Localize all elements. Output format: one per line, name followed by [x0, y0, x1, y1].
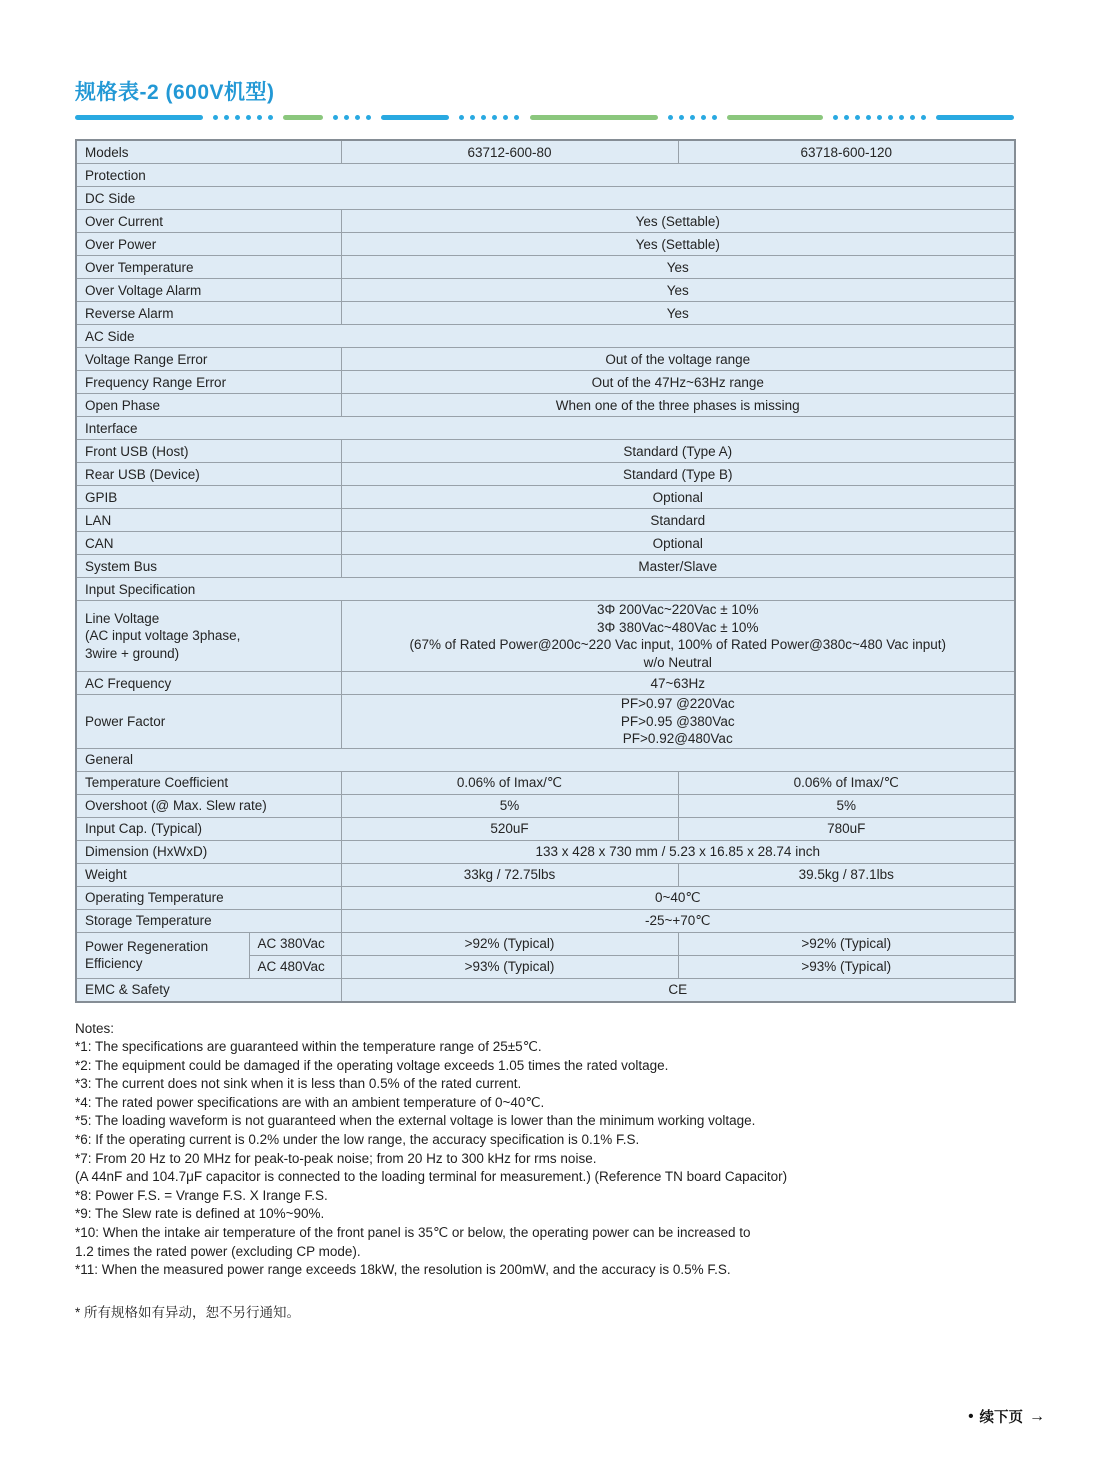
spec-row-label: LAN: [76, 509, 341, 532]
spec-group-label: [76, 932, 249, 978]
spec-row: [76, 601, 1015, 672]
spec-row: [76, 863, 1015, 886]
separator-dots: [459, 115, 519, 120]
dot: [224, 115, 229, 120]
dot: [213, 115, 218, 120]
section-header-row: [76, 417, 1015, 440]
note-line: *10: When the intake air temperature of the front panel is 35℃ or below, the operating power can be increased to: [75, 1225, 751, 1241]
separator-dots: [333, 115, 371, 120]
dash: [283, 115, 323, 120]
model-name-1: 63712-600-80: [341, 140, 678, 164]
model-name-2: 63718-600-120: [678, 140, 1015, 164]
note-line: *5: The loading waveform is not guaranteed when the external voltage is lower than the minimum working voltage.: [75, 1113, 756, 1129]
dot: [246, 115, 251, 120]
spec-row-label: Voltage Range Error: [76, 348, 341, 371]
spec-row-value-model-1: 5%: [341, 794, 678, 817]
spec-row-label: GPIB: [76, 486, 341, 509]
dot: [844, 115, 849, 120]
note-line: *4: The rated power specifications are with an ambient temperature of 0~40℃.: [75, 1094, 545, 1110]
dot: [866, 115, 871, 120]
dash: [727, 115, 823, 120]
spec-group-subrow-label: AC 480Vac: [249, 955, 341, 978]
separator-dash: [936, 115, 1014, 120]
models-header-label: Models: [76, 140, 341, 164]
spec-row-value: Optional: [341, 486, 1015, 509]
note-line: *8: Power F.S. = Vrange F.S. X Irange F.S.: [75, 1187, 328, 1203]
spec-change-note: * 所有规格如有异动，恕不另行通知。: [75, 1304, 301, 1320]
note-line: 1.2 times the rated power (excluding CP mode).: [75, 1243, 361, 1259]
dot: [855, 115, 860, 120]
separator-dash: [530, 115, 658, 120]
dot: [690, 115, 695, 120]
spec-row: [76, 233, 1015, 256]
dot: [333, 115, 338, 120]
spec-row: [76, 279, 1015, 302]
dash: [530, 115, 658, 120]
dot: [366, 115, 371, 120]
spec-row-value-model-2: 39.5kg / 87.1lbs: [678, 863, 1015, 886]
dot: [257, 115, 262, 120]
dot: [712, 115, 717, 120]
spec-row: [76, 794, 1015, 817]
note-line: *1: The specifications are guaranteed within the temperature range of 25±5℃.: [75, 1039, 542, 1055]
spec-row-value: Standard (Type A): [341, 440, 1015, 463]
note-line: *9: The Slew rate is defined at 10%~90%.: [75, 1206, 325, 1222]
spec-row: [76, 886, 1015, 909]
bullet-icon: •: [968, 1408, 974, 1425]
spec-row-value: -25~+70℃: [341, 909, 1015, 932]
cell-line: 3Φ 200Vac~220Vac ± 10%: [597, 602, 759, 617]
separator-dash: [727, 115, 823, 120]
spec-group-value-model-1: >93% (Typical): [341, 955, 678, 978]
spec-row-value: Master/Slave: [341, 555, 1015, 578]
spec-row: [76, 210, 1015, 233]
spec-row-label: Over Temperature: [76, 256, 341, 279]
spec-row: [76, 486, 1015, 509]
spec-row: [76, 555, 1015, 578]
spec-row-value: 47~63Hz: [341, 672, 1015, 695]
spec-row: [76, 463, 1015, 486]
spec-row-value: Yes (Settable): [341, 233, 1015, 256]
spec-table: [75, 139, 1016, 1003]
cell-line: PF>0.95 @380Vac: [620, 713, 735, 729]
spec-group-subrow-label: AC 380Vac: [249, 932, 341, 955]
spec-row: [76, 771, 1015, 794]
dot: [668, 115, 673, 120]
spec-row-label: Power Factor: [76, 695, 341, 749]
spec-row-value-model-2: 780uF: [678, 817, 1015, 840]
spec-row-label: Front USB (Host): [76, 440, 341, 463]
spec-row-value: Yes: [341, 256, 1015, 279]
spec-row-value: CE: [341, 978, 1015, 1002]
dot: [888, 115, 893, 120]
spec-row-value: Out of the voltage range: [341, 348, 1015, 371]
dot: [481, 115, 486, 120]
spec-row: [76, 532, 1015, 555]
spec-row: [76, 695, 1015, 749]
note-line: (A 44nF and 104.7μF capacitor is connected to the loading terminal for measurement.) (Reference TN board Capacitor): [75, 1169, 788, 1185]
dot: [679, 115, 684, 120]
dot: [268, 115, 273, 120]
separator-dash: [75, 115, 203, 120]
subsection-header: AC Side: [76, 325, 1015, 348]
dot: [899, 115, 904, 120]
dot: [470, 115, 475, 120]
subsection-header-row: [76, 325, 1015, 348]
spec-row-label: Over Voltage Alarm: [76, 279, 341, 302]
spec-row-label: Input Cap. (Typical): [76, 817, 341, 840]
spec-row-label: System Bus: [76, 555, 341, 578]
subsection-header: DC Side: [76, 187, 1015, 210]
page-title: 规格表-2 (600V机型): [75, 81, 275, 104]
spec-row-value: Yes: [341, 279, 1015, 302]
spec-row-value: Optional: [341, 532, 1015, 555]
spec-row: [76, 348, 1015, 371]
dash: [75, 115, 203, 120]
cell-line: 3Φ 380Vac~480Vac ± 10%: [597, 619, 759, 635]
spec-row-value-model-1: 520uF: [341, 817, 678, 840]
spec-row-value: 133 x 428 x 730 mm / 5.23 x 16.85 x 28.74 inch: [341, 840, 1015, 863]
spec-row-label: Dimension (HxWxD): [76, 840, 341, 863]
spec-row-label: Frequency Range Error: [76, 371, 341, 394]
section-header: Input Specification: [76, 578, 1015, 601]
dash: [936, 115, 1014, 120]
spec-group-row: [76, 932, 1015, 955]
notes-block: [75, 1020, 1014, 1280]
dot: [833, 115, 838, 120]
section-header-row: [76, 164, 1015, 187]
spec-row-value: 0~40℃: [341, 886, 1015, 909]
cell-line: Efficiency: [85, 956, 143, 971]
cell-line: PF>0.92@480Vac: [622, 731, 733, 746]
models-header-row: [76, 140, 1015, 164]
spec-row-value: Yes: [341, 302, 1015, 325]
spec-row: [76, 440, 1015, 463]
separator-dots: [833, 115, 926, 120]
spec-row-value: Standard: [341, 509, 1015, 532]
note-line: *2: The equipment could be damaged if the operating voltage exceeds 1.05 times the rated voltage.: [75, 1057, 669, 1073]
spec-row-value-model-2: 5%: [678, 794, 1015, 817]
title-separator-decoration: [75, 114, 1014, 120]
dot: [344, 115, 349, 120]
spec-row: [76, 978, 1015, 1002]
section-header-row: [76, 748, 1015, 771]
dot: [355, 115, 360, 120]
spec-row: [76, 909, 1015, 932]
spec-row-label: Overshoot (@ Max. Slew rate): [76, 794, 341, 817]
spec-group-value-model-2: >93% (Typical): [678, 955, 1015, 978]
dot: [459, 115, 464, 120]
dot: [492, 115, 497, 120]
section-header-row: [76, 578, 1015, 601]
spec-row: [76, 256, 1015, 279]
cell-line: (AC input voltage 3phase,: [85, 628, 241, 644]
cell-line: PF>0.97 @220Vac: [620, 696, 735, 711]
dot: [503, 115, 508, 120]
notes-heading: Notes:: [75, 1020, 115, 1036]
note-line: *7: From 20 Hz to 20 MHz for peak-to-peak noise; from 20 Hz to 300 kHz for rms noise.: [75, 1150, 597, 1166]
spec-row-value-model-2: 0.06% of Imax/℃: [678, 771, 1015, 794]
spec-row-label: Storage Temperature: [76, 909, 341, 932]
separator-dots: [213, 115, 273, 120]
spec-row: [76, 817, 1015, 840]
dash: [381, 115, 449, 120]
subsection-header-row: [76, 187, 1015, 210]
dot: [235, 115, 240, 120]
section-header: General: [76, 748, 1015, 771]
note-line: *3: The current does not sink when it is less than 0.5% of the rated current.: [75, 1076, 522, 1092]
right-arrow-icon: →: [1029, 1407, 1045, 1425]
dot: [514, 115, 519, 120]
continued-label: 续下页: [979, 1410, 1023, 1426]
spec-row-label: EMC & Safety: [76, 978, 341, 1002]
spec-row: [76, 371, 1015, 394]
spec-row: [76, 672, 1015, 695]
spec-group-value-model-1: >92% (Typical): [341, 932, 678, 955]
note-line: *6: If the operating current is 0.2% under the low range, the accuracy specification is 0.1% F.S.: [75, 1132, 640, 1148]
page-content: [75, 0, 1014, 1321]
separator-dash: [283, 115, 323, 120]
spec-row: [76, 394, 1015, 417]
cell-line: (67% of Rated Power@200c~220 Vac input, 100% of Rated Power@380c~480 Vac input): [409, 637, 946, 652]
dot: [910, 115, 915, 120]
cell-line: Power Regeneration: [85, 938, 209, 954]
spec-row-label: Reverse Alarm: [76, 302, 341, 325]
spec-row-label: Rear USB (Device): [76, 463, 341, 486]
separator-dots: [668, 115, 717, 120]
dot: [921, 115, 926, 120]
dot: [701, 115, 706, 120]
spec-row-label: CAN: [76, 532, 341, 555]
spec-row: [76, 840, 1015, 863]
spec-row: [76, 509, 1015, 532]
spec-group-value-model-2: >92% (Typical): [678, 932, 1015, 955]
spec-row-label: Operating Temperature: [76, 886, 341, 909]
spec-row-value: [341, 601, 1015, 672]
spec-row-label: Weight: [76, 863, 341, 886]
cell-line: w/o Neutral: [643, 654, 712, 670]
spec-row-label: Temperature Coefficient: [76, 771, 341, 794]
continued-next-page: [968, 1406, 1045, 1427]
section-header: Interface: [76, 417, 1015, 440]
dot: [877, 115, 882, 120]
spec-row-value: [341, 695, 1015, 749]
spec-row-value: Out of the 47Hz~63Hz range: [341, 371, 1015, 394]
note-line: *11: When the measured power range exceeds 18kW, the resolution is 200mW, and the accuracy is 0.5% F.S.: [75, 1262, 731, 1278]
spec-row-value: When one of the three phases is missing: [341, 394, 1015, 417]
section-header: Protection: [76, 164, 1015, 187]
spec-row-label: [76, 601, 341, 672]
spec-row-value-model-1: 33kg / 72.75lbs: [341, 863, 678, 886]
spec-row-value: Yes (Settable): [341, 210, 1015, 233]
cell-line: Line Voltage: [85, 610, 160, 626]
spec-row-label: Over Power: [76, 233, 341, 256]
spec-row-value-model-1: 0.06% of Imax/℃: [341, 771, 678, 794]
separator-dash: [381, 115, 449, 120]
spec-row-label: Open Phase: [76, 394, 341, 417]
spec-row-value: Standard (Type B): [341, 463, 1015, 486]
spec-row-label: AC Frequency: [76, 672, 341, 695]
spec-row-label: Over Current: [76, 210, 341, 233]
spec-row: [76, 302, 1015, 325]
cell-line: 3wire + ground): [85, 645, 180, 661]
